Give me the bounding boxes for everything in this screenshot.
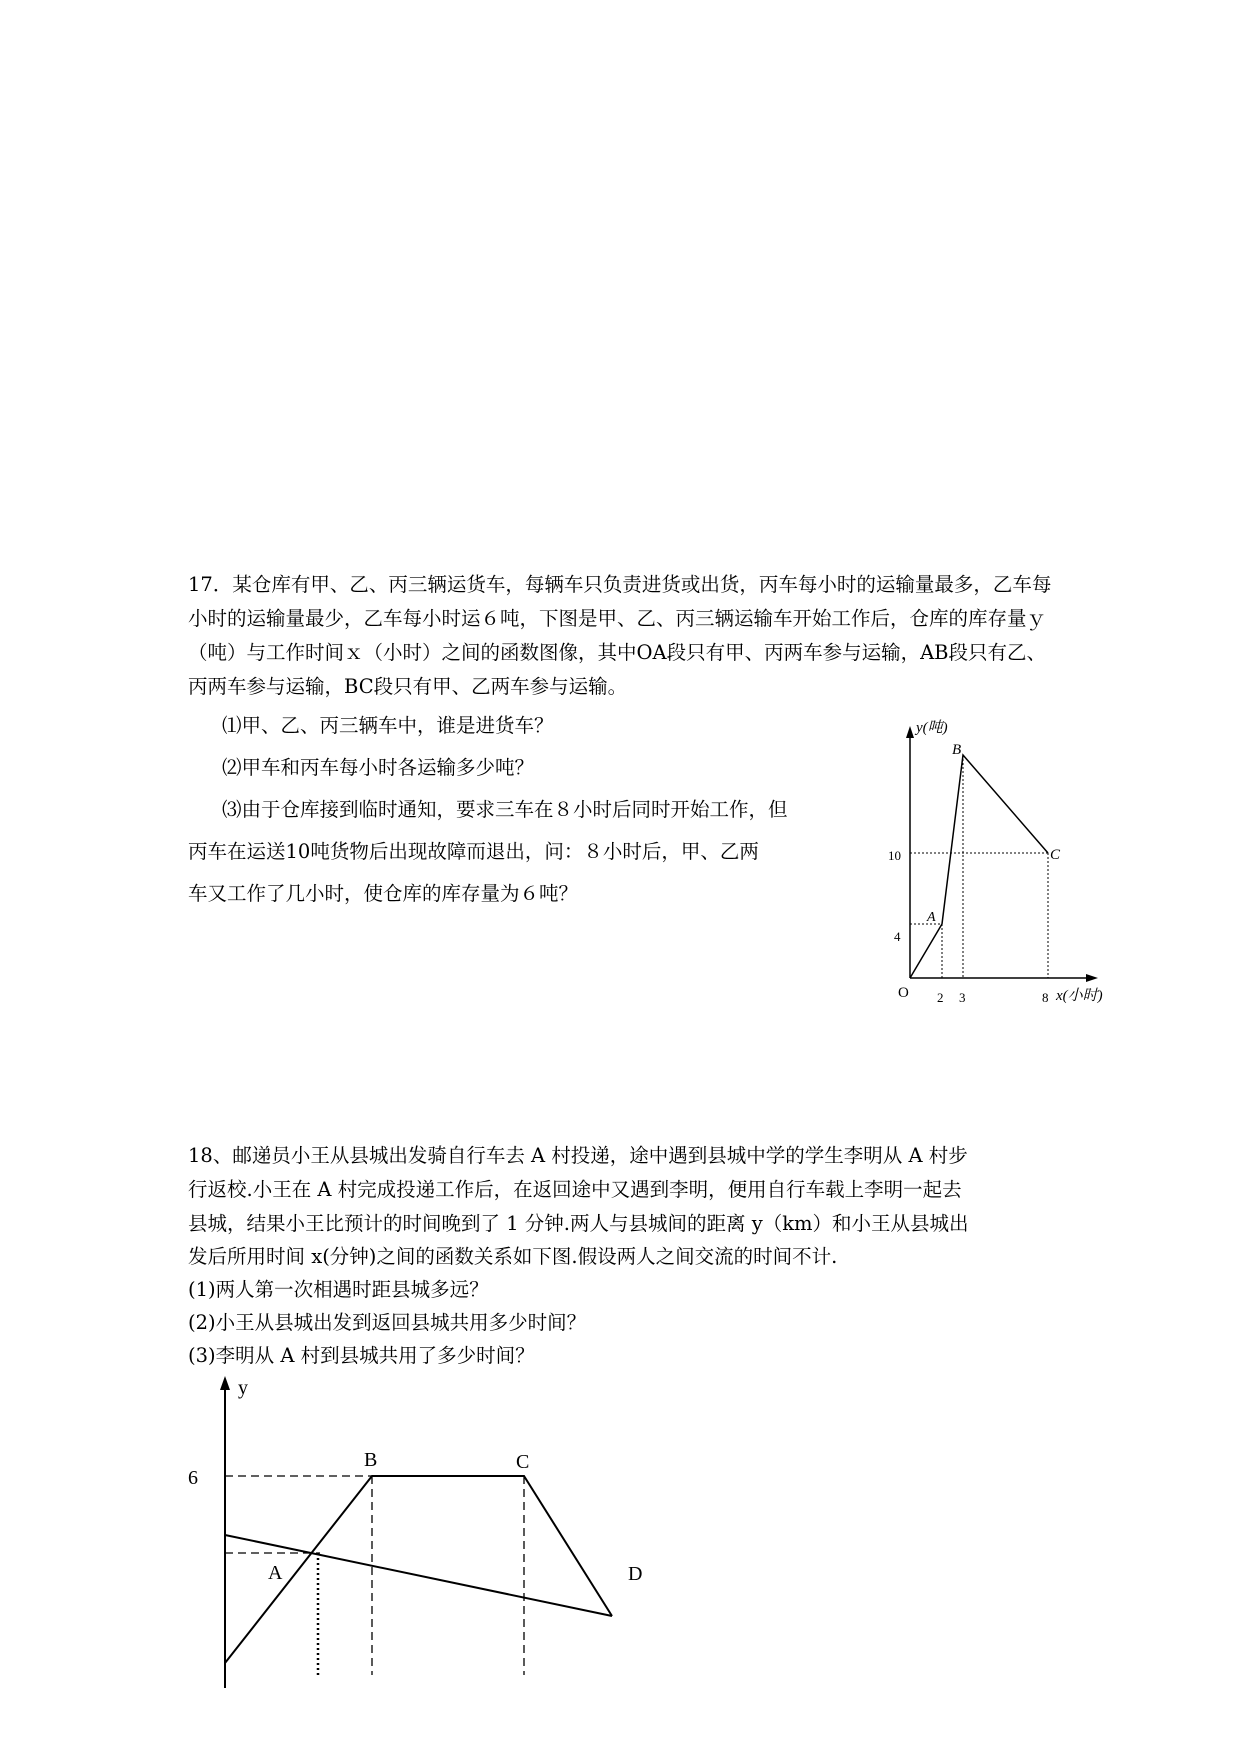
y-tick-4: 4 bbox=[894, 929, 901, 944]
y-tick-6: 6 bbox=[188, 1467, 198, 1489]
stock-function-line bbox=[910, 755, 1048, 978]
y-axis-arrow-icon bbox=[220, 1376, 230, 1390]
problem18-graph bbox=[180, 1370, 660, 1700]
y-tick-10: 10 bbox=[888, 848, 901, 863]
problem17-question-3-cont2: 车又工作了几小时，使仓库的库存量为６吨？ bbox=[188, 882, 579, 905]
problem18-question-3: (3)李明从 A 村到县城共用了多少时间？ bbox=[188, 1344, 535, 1367]
point-a-label: A bbox=[927, 910, 936, 925]
point-c-label: C bbox=[516, 1451, 530, 1473]
problem18-line-1: 18、邮递员小王从县城出发骑自行车去 A 村投递，途中遇到县城中学的学生李明从 A 村步 bbox=[188, 1144, 968, 1167]
problem18-question-2: (2)小王从县城出发到返回县城共用多少时间？ bbox=[188, 1311, 587, 1334]
problem17-question-3-cont1: 丙车在运送10吨货物后出现故障而退出，问：８小时后，甲、乙两 bbox=[188, 840, 759, 863]
point-d-label: D bbox=[628, 1563, 643, 1585]
x-axis-arrow-icon bbox=[1086, 974, 1098, 982]
y-axis-arrow-icon bbox=[906, 726, 914, 738]
problem18-line-2: 行返校.小王在 A 村完成投递工作后，在返回途中又遇到李明，便用自行车载上李明一起去 bbox=[188, 1178, 962, 1201]
x-tick-2: 2 bbox=[937, 990, 944, 1005]
y-axis-label: y(吨) bbox=[916, 720, 948, 736]
problem17-question-3: ⑶由于仓库接到临时通知，要求三车在８小时后同时开始工作，但 bbox=[222, 798, 788, 821]
x-axis-label: x(小时) bbox=[1056, 988, 1103, 1004]
problem18-line-3: 县城，结果小王比预计的时间晚到了 1 分钟.两人与县城间的距离 y（km）和小王从县城出 bbox=[188, 1212, 969, 1235]
xiaowang-line bbox=[225, 1476, 612, 1663]
problem17-question-1: ⑴甲、乙、丙三辆车中，谁是进货车？ bbox=[222, 714, 554, 737]
point-b-label: B bbox=[364, 1449, 378, 1471]
problem18-question-1: (1)两人第一次相遇时距县城多远？ bbox=[188, 1278, 489, 1301]
y-axis-label: y bbox=[238, 1377, 248, 1399]
problem17-graph bbox=[870, 710, 1120, 1020]
liming-line bbox=[225, 1535, 612, 1616]
x-tick-3: 3 bbox=[959, 990, 966, 1005]
point-b-label: B bbox=[952, 742, 962, 758]
problem18-line-4: 发后所用时间 x(分钟)之间的函数关系如下图.假设两人之间交流的时间不计. bbox=[188, 1245, 838, 1268]
origin-label: O bbox=[898, 985, 909, 1001]
point-a-label: A bbox=[268, 1562, 283, 1584]
x-tick-8: 8 bbox=[1042, 990, 1049, 1005]
point-c-label: C bbox=[1050, 847, 1061, 863]
problem17-question-2: ⑵甲车和丙车每小时各运输多少吨？ bbox=[222, 756, 535, 779]
problem17-intro: 17．某仓库有甲、乙、丙三辆运货车，每辆车只负责进货或出货，丙车每小时的运输量最多，乙车每小时的运输量最少，乙车每小时运６吨，下图是甲、乙、丙三辆运输车开始工作后，仓库的库存量ｙ（吨）与工作时间ｘ（小时）之间的函数图像，其中OA段只有甲、丙两车参与运输，AB段只有乙、丙两车参与运输，BC段只有甲、乙两车参与运输。 bbox=[188, 573, 1052, 698]
